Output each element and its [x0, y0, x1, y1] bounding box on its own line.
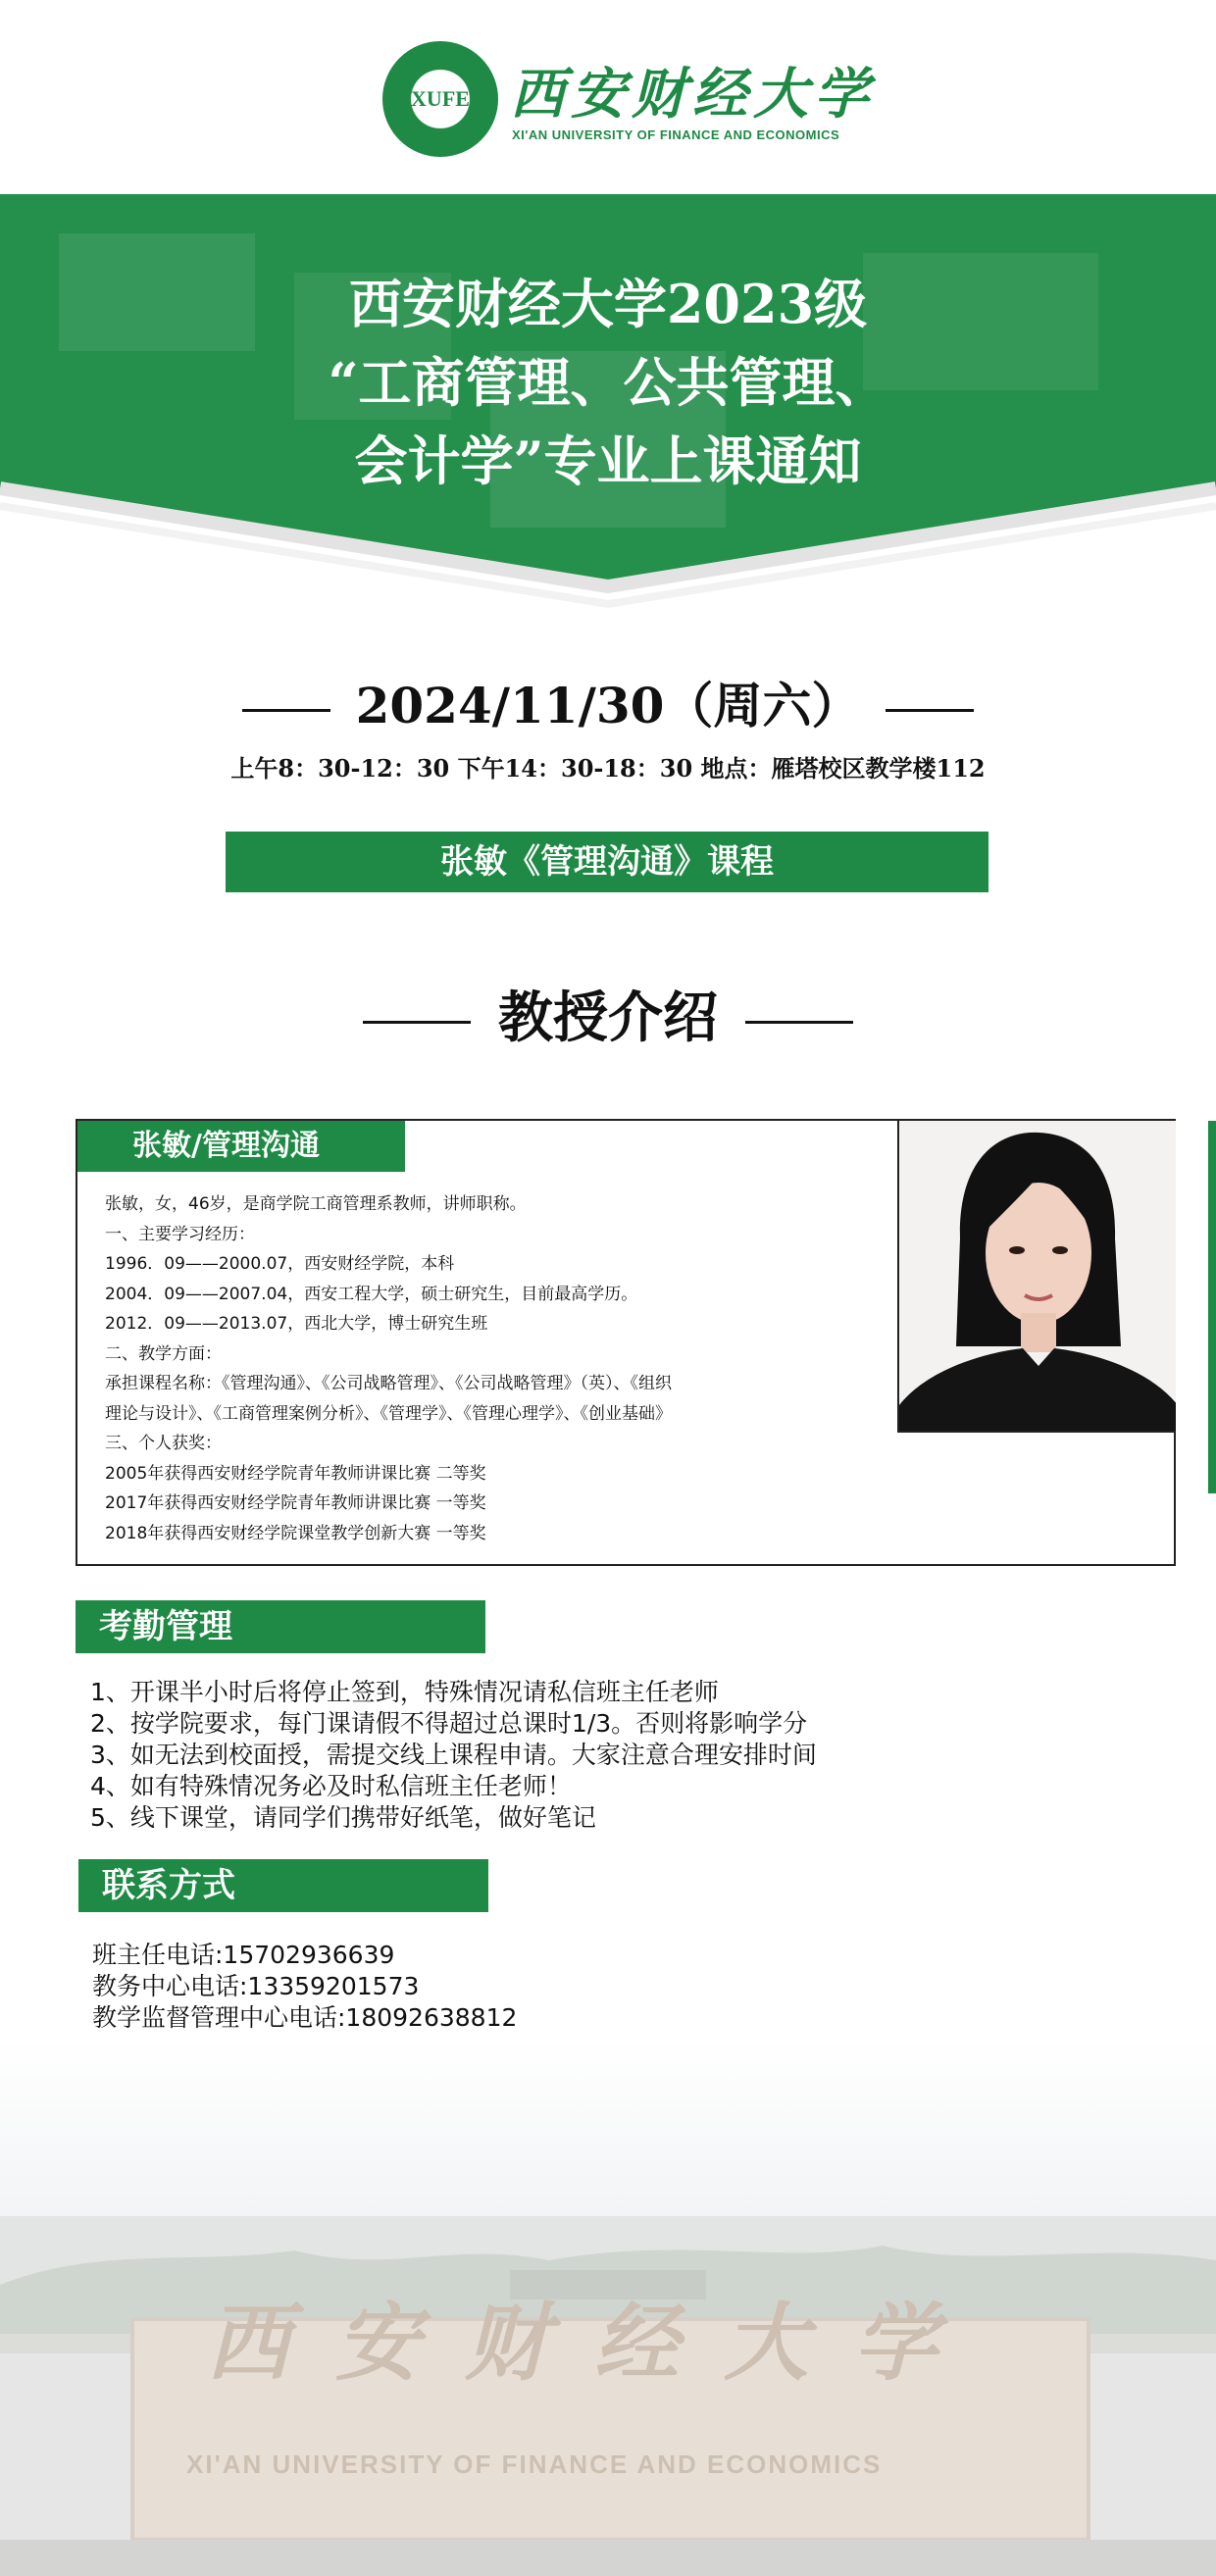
attendance-item: 2、按学院要求，每门课请假不得超过总课时1/3。否则将影响学分	[90, 1709, 808, 1738]
profile-line: 2005年获得西安财经学院青年教师讲课比赛 二等奖	[105, 1463, 486, 1484]
notice-banner	[0, 194, 1216, 616]
contact-item: 教务中心电话:13359201573	[92, 1972, 420, 2000]
university-name-cn: 西安财经大学	[510, 62, 875, 126]
contact-list	[92, 1940, 525, 2038]
campus-stone-name-en: XI'AN UNIVERSITY OF FINANCE AND ECONOMICS	[186, 2450, 883, 2479]
profile-line: 二、教学方面：	[105, 1343, 222, 1364]
divider	[745, 1021, 853, 1024]
profile-line: 2012．09——2013.07，西北大学，博士研究生班	[105, 1314, 488, 1334]
professor-photo	[897, 1121, 1176, 1433]
attendance-list	[90, 1677, 817, 1834]
attendance-tab: 考勤管理	[76, 1600, 485, 1653]
attendance-item: 4、如有特殊情况务必及时私信班主任老师！	[90, 1772, 572, 1800]
attendance-item: 1、开课半小时后将停止签到，特殊情况请私信班主任老师	[90, 1678, 719, 1706]
profile-line: 三、个人获奖：	[105, 1434, 222, 1453]
divider	[242, 709, 330, 712]
profile-line: 2018年获得西安财经学院课堂教学创新大赛 一等奖	[105, 1523, 486, 1543]
contact-tab: 联系方式	[78, 1859, 488, 1912]
profile-line: 1996．09——2000.07，西安财经学院，本科	[105, 1254, 455, 1274]
profile-line: 一、主要学习经历：	[105, 1224, 255, 1244]
class-time-place: 上午8：30-12：30 下午14：30-18：30 地点：雁塔校区教学楼112	[230, 754, 986, 783]
attendance-item: 3、如无法到校面授，需提交线上课程申请。大家注意合理安排时间	[90, 1741, 817, 1769]
side-accent-bar	[1208, 1121, 1216, 1493]
contact-item: 班主任电话:15702936639	[92, 1941, 395, 1969]
profile-tab: 张敏/管理沟通	[77, 1121, 405, 1172]
professor-heading	[0, 975, 1216, 1053]
profile-text	[105, 1189, 948, 1548]
banner-title-line: 会计学”专业上课通知	[354, 429, 862, 492]
banner-title-line: “工商管理、公共管理、	[328, 351, 888, 414]
attendance-item: 5、线下课堂，请同学们携带好纸笔，做好笔记	[90, 1803, 596, 1832]
banner-title-line: 西安财经大学2023级	[348, 273, 868, 335]
profile-line: 张敏，女，46岁，是商学院工商管理系教师，讲师职称。	[105, 1194, 527, 1214]
profile-line: 理论与设计》、《工商管理案例分析》、《管理学》、《管理心理学》、《创业基础》	[105, 1403, 672, 1424]
seal-text: XUFE	[411, 86, 470, 111]
course-title-bar: 张敏《管理沟通》课程	[226, 832, 988, 892]
profile-line: 承担课程名称：《管理沟通》、《公司战略管理》、《公司战略管理》（英）、《组织	[105, 1374, 672, 1393]
profile-line: 2004．09——2007.04，西安工程大学，硕士研究生，目前最高学历。	[105, 1284, 638, 1304]
contact-item: 教学监督管理中心电话:18092638812	[92, 2003, 518, 2032]
university-name-en: XI'AN UNIVERSITY OF FINANCE AND ECONOMICS	[512, 127, 840, 142]
professor-heading-text: 教授介绍	[498, 985, 718, 1050]
divider	[363, 1021, 471, 1024]
header-logo	[0, 0, 1216, 194]
divider	[886, 709, 974, 712]
banner-title	[0, 265, 1216, 500]
campus-stone-name-cn: 西安财经大学	[206, 2294, 983, 2393]
date-text: 2024/11/30（周六）	[355, 677, 861, 734]
university-seal-logo	[382, 41, 498, 157]
class-date	[0, 667, 1216, 737]
professor-profile-card	[76, 1119, 1176, 1566]
profile-line: 2017年获得西安财经学院青年教师讲课比赛 一等奖	[105, 1493, 486, 1513]
